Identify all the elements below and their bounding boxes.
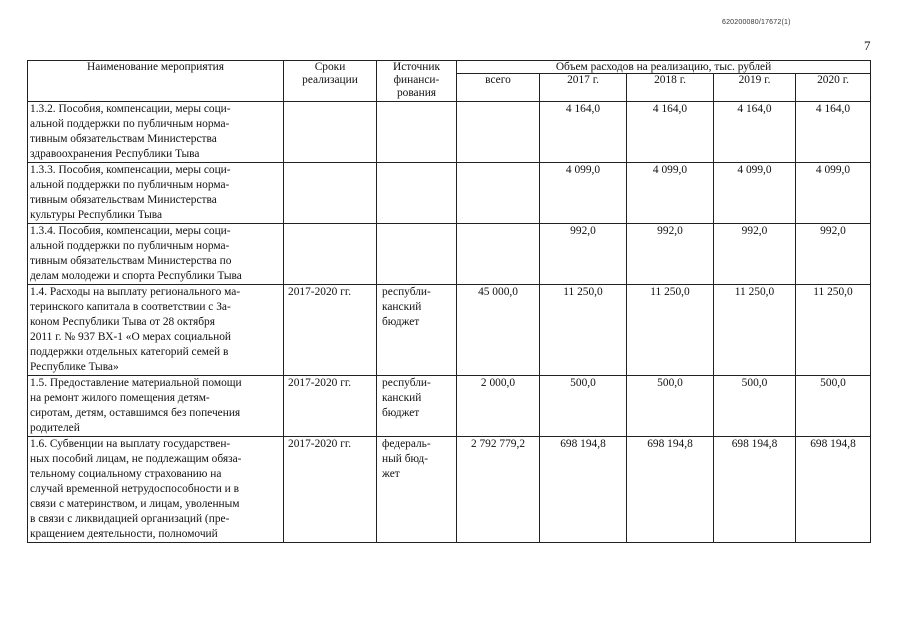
- cell-term: 2017-2020 гг.: [284, 376, 377, 437]
- header-total: всего: [457, 74, 540, 102]
- cell-2020: 992,0: [796, 224, 871, 285]
- cell-2020: 11 250,0: [796, 285, 871, 376]
- header-name: Наименование мероприятия: [28, 61, 284, 102]
- table-row: [28, 376, 871, 437]
- cell-term: [284, 224, 377, 285]
- cell-term: 2017-2020 гг.: [284, 285, 377, 376]
- cell-2017: 500,0: [540, 376, 627, 437]
- cell-source: [377, 163, 457, 224]
- cell-term: [284, 163, 377, 224]
- cell-total: [457, 163, 540, 224]
- cell-name: 1.3.3. Пособия, компенсации, меры соци- альной поддержки по публичным норма- тивным обязательствам Министерства культуры Республики Тыва: [28, 163, 284, 224]
- page-number: 7: [864, 38, 871, 53]
- cell-2020: 500,0: [796, 376, 871, 437]
- document-id: 620200080/17672(1): [722, 19, 791, 26]
- cell-2018: 11 250,0: [627, 285, 714, 376]
- cell-2019: 992,0: [714, 224, 796, 285]
- cell-name: 1.3.2. Пособия, компенсации, меры соци- альной поддержки по публичным норма- тивным обязательствам Министерства здравоохранения Республики Тыва: [28, 102, 284, 163]
- cell-source: республи- канский бюджет: [377, 376, 457, 437]
- table-body: [28, 102, 871, 543]
- header-volume: Объем расходов на реализацию, тыс. рублей: [457, 61, 871, 74]
- cell-2017: 4 164,0: [540, 102, 627, 163]
- cell-total: 2 000,0: [457, 376, 540, 437]
- cell-2018: 992,0: [627, 224, 714, 285]
- cell-2017: 698 194,8: [540, 437, 627, 543]
- cell-name: 1.3.4. Пособия, компенсации, меры соци- альной поддержки по публичным норма- тивным обязательствам Министерства по делам молодежи и спорта Республики Тыва: [28, 224, 284, 285]
- cell-name: 1.6. Субвенции на выплату государствен- ных пособий лицам, не подлежащим обяза- тельному социальному страхованию на случай временной нетрудоспособности и в связи с материнством, и лицам, уволенным в связи с ликвидацией организаций (пре- кращением деятельности, полномочий: [28, 437, 284, 543]
- cell-name: 1.4. Расходы на выплату регионального ма- теринского капитала в соответствии с За- коном Республики Тыва от 28 октября 2011 г. № 937 ВХ-1 «О мерах социальной поддержки отдельных категорий семей в Республике Тыва»: [28, 285, 284, 376]
- cell-2020: 4 164,0: [796, 102, 871, 163]
- cell-2019: 11 250,0: [714, 285, 796, 376]
- cell-source: республи- канский бюджет: [377, 285, 457, 376]
- cell-2017: 992,0: [540, 224, 627, 285]
- cell-total: [457, 102, 540, 163]
- cell-2018: 4 164,0: [627, 102, 714, 163]
- cell-2018: 4 099,0: [627, 163, 714, 224]
- cell-total: 45 000,0: [457, 285, 540, 376]
- cell-term: 2017-2020 гг.: [284, 437, 377, 543]
- cell-2019: 4 164,0: [714, 102, 796, 163]
- header-2019: 2019 г.: [714, 74, 796, 102]
- table-row: [28, 285, 871, 376]
- header-source: Источник финанси-рования: [377, 61, 457, 102]
- cell-2019: 4 099,0: [714, 163, 796, 224]
- cell-2017: 4 099,0: [540, 163, 627, 224]
- cell-2017: 11 250,0: [540, 285, 627, 376]
- cell-source: [377, 224, 457, 285]
- cell-total: [457, 224, 540, 285]
- cell-term: [284, 102, 377, 163]
- cell-2019: 698 194,8: [714, 437, 796, 543]
- table-row: [28, 102, 871, 163]
- table-row: [28, 163, 871, 224]
- table-row: [28, 437, 871, 543]
- cell-source: федераль- ный бюд- жет: [377, 437, 457, 543]
- cell-2018: 698 194,8: [627, 437, 714, 543]
- cell-2020: 698 194,8: [796, 437, 871, 543]
- table-header: [28, 61, 871, 102]
- header-2017: 2017 г.: [540, 74, 627, 102]
- cell-source: [377, 102, 457, 163]
- header-2020: 2020 г.: [796, 74, 871, 102]
- header-2018: 2018 г.: [627, 74, 714, 102]
- cell-2018: 500,0: [627, 376, 714, 437]
- table-row: [28, 224, 871, 285]
- expenditure-table: [27, 60, 871, 543]
- cell-2019: 500,0: [714, 376, 796, 437]
- cell-total: 2 792 779,2: [457, 437, 540, 543]
- cell-2020: 4 099,0: [796, 163, 871, 224]
- header-term: Сроки реализации: [284, 61, 377, 102]
- cell-name: 1.5. Предоставление материальной помощи на ремонт жилого помещения детям- сиротам, детям, оставшимся без попечения родителей: [28, 376, 284, 437]
